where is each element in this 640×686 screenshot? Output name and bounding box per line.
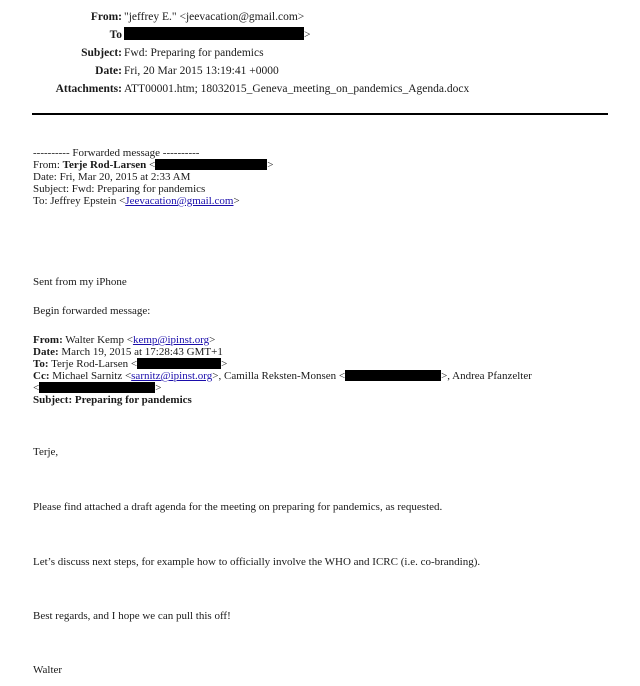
header-to-label: To (109, 29, 122, 41)
forward1-to-prefix: To: Jeffrey Epstein < (33, 195, 126, 207)
message-paragraph-1: Please find attached a draft agenda for the meeting on preparing for pandemics, as requested. (33, 501, 443, 513)
forward2-subject-label: Subject: (33, 394, 73, 406)
forward1-to-email-link[interactable]: Jeevacation@gmail.com (125, 195, 234, 207)
forward2-to-label: To: (33, 358, 49, 370)
forward2-block (33, 334, 532, 406)
message-greeting: Terje, (33, 446, 59, 458)
header-subject-row (0, 45, 640, 61)
forward2-date (33, 346, 532, 358)
forward2-from-prefix: Walter Kemp < (65, 334, 133, 346)
redaction-bar (39, 382, 155, 393)
forward2-to (33, 358, 532, 370)
redaction-bar (345, 370, 441, 381)
header-from-label: From: (90, 11, 122, 23)
forward2-subject-value: Preparing for pandemics (74, 394, 192, 406)
message-signature: Walter (33, 664, 63, 676)
forward1-from-close: > (267, 159, 274, 171)
header-date-row (0, 63, 640, 79)
forward2-to-value: Terje Rod-Larsen < (51, 358, 138, 370)
header-attachments-row (0, 81, 640, 97)
header-date-value: Fri, 20 Mar 2015 13:19:41 +0000 (124, 65, 279, 77)
forward1-from-open: < (149, 159, 156, 171)
redaction-bar (155, 159, 267, 170)
header-subject-value: Fwd: Preparing for pandemics (124, 47, 264, 59)
forward2-cc-email-link[interactable]: sarnitz@ipinst.org (131, 370, 213, 382)
message-paragraph-2: Let’s discuss next steps, for example how to officially involve the WHO and ICRC (i.e. co-branding). (33, 556, 481, 568)
forward2-cc-line2-open: < (33, 382, 40, 394)
forward1-from-label: From: (33, 159, 60, 171)
forward1-block (33, 147, 273, 207)
forward2-cc-mid: >, Camilla Reksten-Monsen < (212, 370, 346, 382)
forward1-subject: Subject: Fwd: Preparing for pandemics (33, 183, 206, 195)
header-date-label: Date: (95, 65, 122, 77)
forward1-from-name: Terje Rod-Larsen (62, 159, 147, 171)
header-to-suffix: > (304, 29, 311, 41)
forward2-cc-label: Cc: (33, 370, 50, 382)
header-subject-label: Subject: (81, 47, 122, 59)
forward2-subject (33, 394, 532, 406)
forward1-divider: ---------- Forwarded message ---------- (33, 147, 200, 159)
forward2-cc (33, 370, 532, 382)
header-divider (32, 113, 608, 115)
forward1-date: Date: Fri, Mar 20, 2015 at 2:33 AM (33, 171, 191, 183)
forward2-cc-end: >, Andrea Pfanzelter (441, 370, 532, 382)
header-to-value (124, 27, 311, 43)
header-from-row (0, 9, 640, 25)
redaction-bar (124, 27, 304, 40)
forward1-to-suffix: > (233, 195, 240, 207)
header-attachments-label: Attachments: (55, 83, 122, 95)
begin-forwarded-line: Begin forwarded message: (33, 305, 151, 317)
forward2-to-suffix: > (221, 358, 228, 370)
forward2-from-suffix: > (209, 334, 216, 346)
redaction-bar (137, 358, 221, 369)
forward2-date-label: Date: (33, 346, 59, 358)
forward1-from (33, 159, 273, 171)
forward2-date-value: March 19, 2015 at 17:28:43 GMT+1 (61, 346, 223, 358)
forward2-from-label: From: (33, 334, 63, 346)
message-paragraph-3: Best regards, and I hope we can pull this off! (33, 610, 231, 622)
header-to-row (0, 27, 640, 43)
forward2-from-email-link[interactable]: kemp@ipinst.org (132, 334, 210, 346)
forward2-from (33, 334, 532, 346)
forward2-cc-line2-close: > (155, 382, 162, 394)
header-from-value: "jeffrey E." <jeevacation@gmail.com> (124, 11, 305, 23)
forward2-cc-continued (33, 382, 532, 394)
forward1-to (33, 195, 273, 207)
sent-from-line: Sent from my iPhone (33, 276, 127, 288)
forward2-cc-prefix: Michael Sarnitz < (52, 370, 132, 382)
header-attachments-value[interactable]: ATT00001.htm; 18032015_Geneva_meeting_on_pandemics_Agenda.docx (124, 83, 470, 95)
